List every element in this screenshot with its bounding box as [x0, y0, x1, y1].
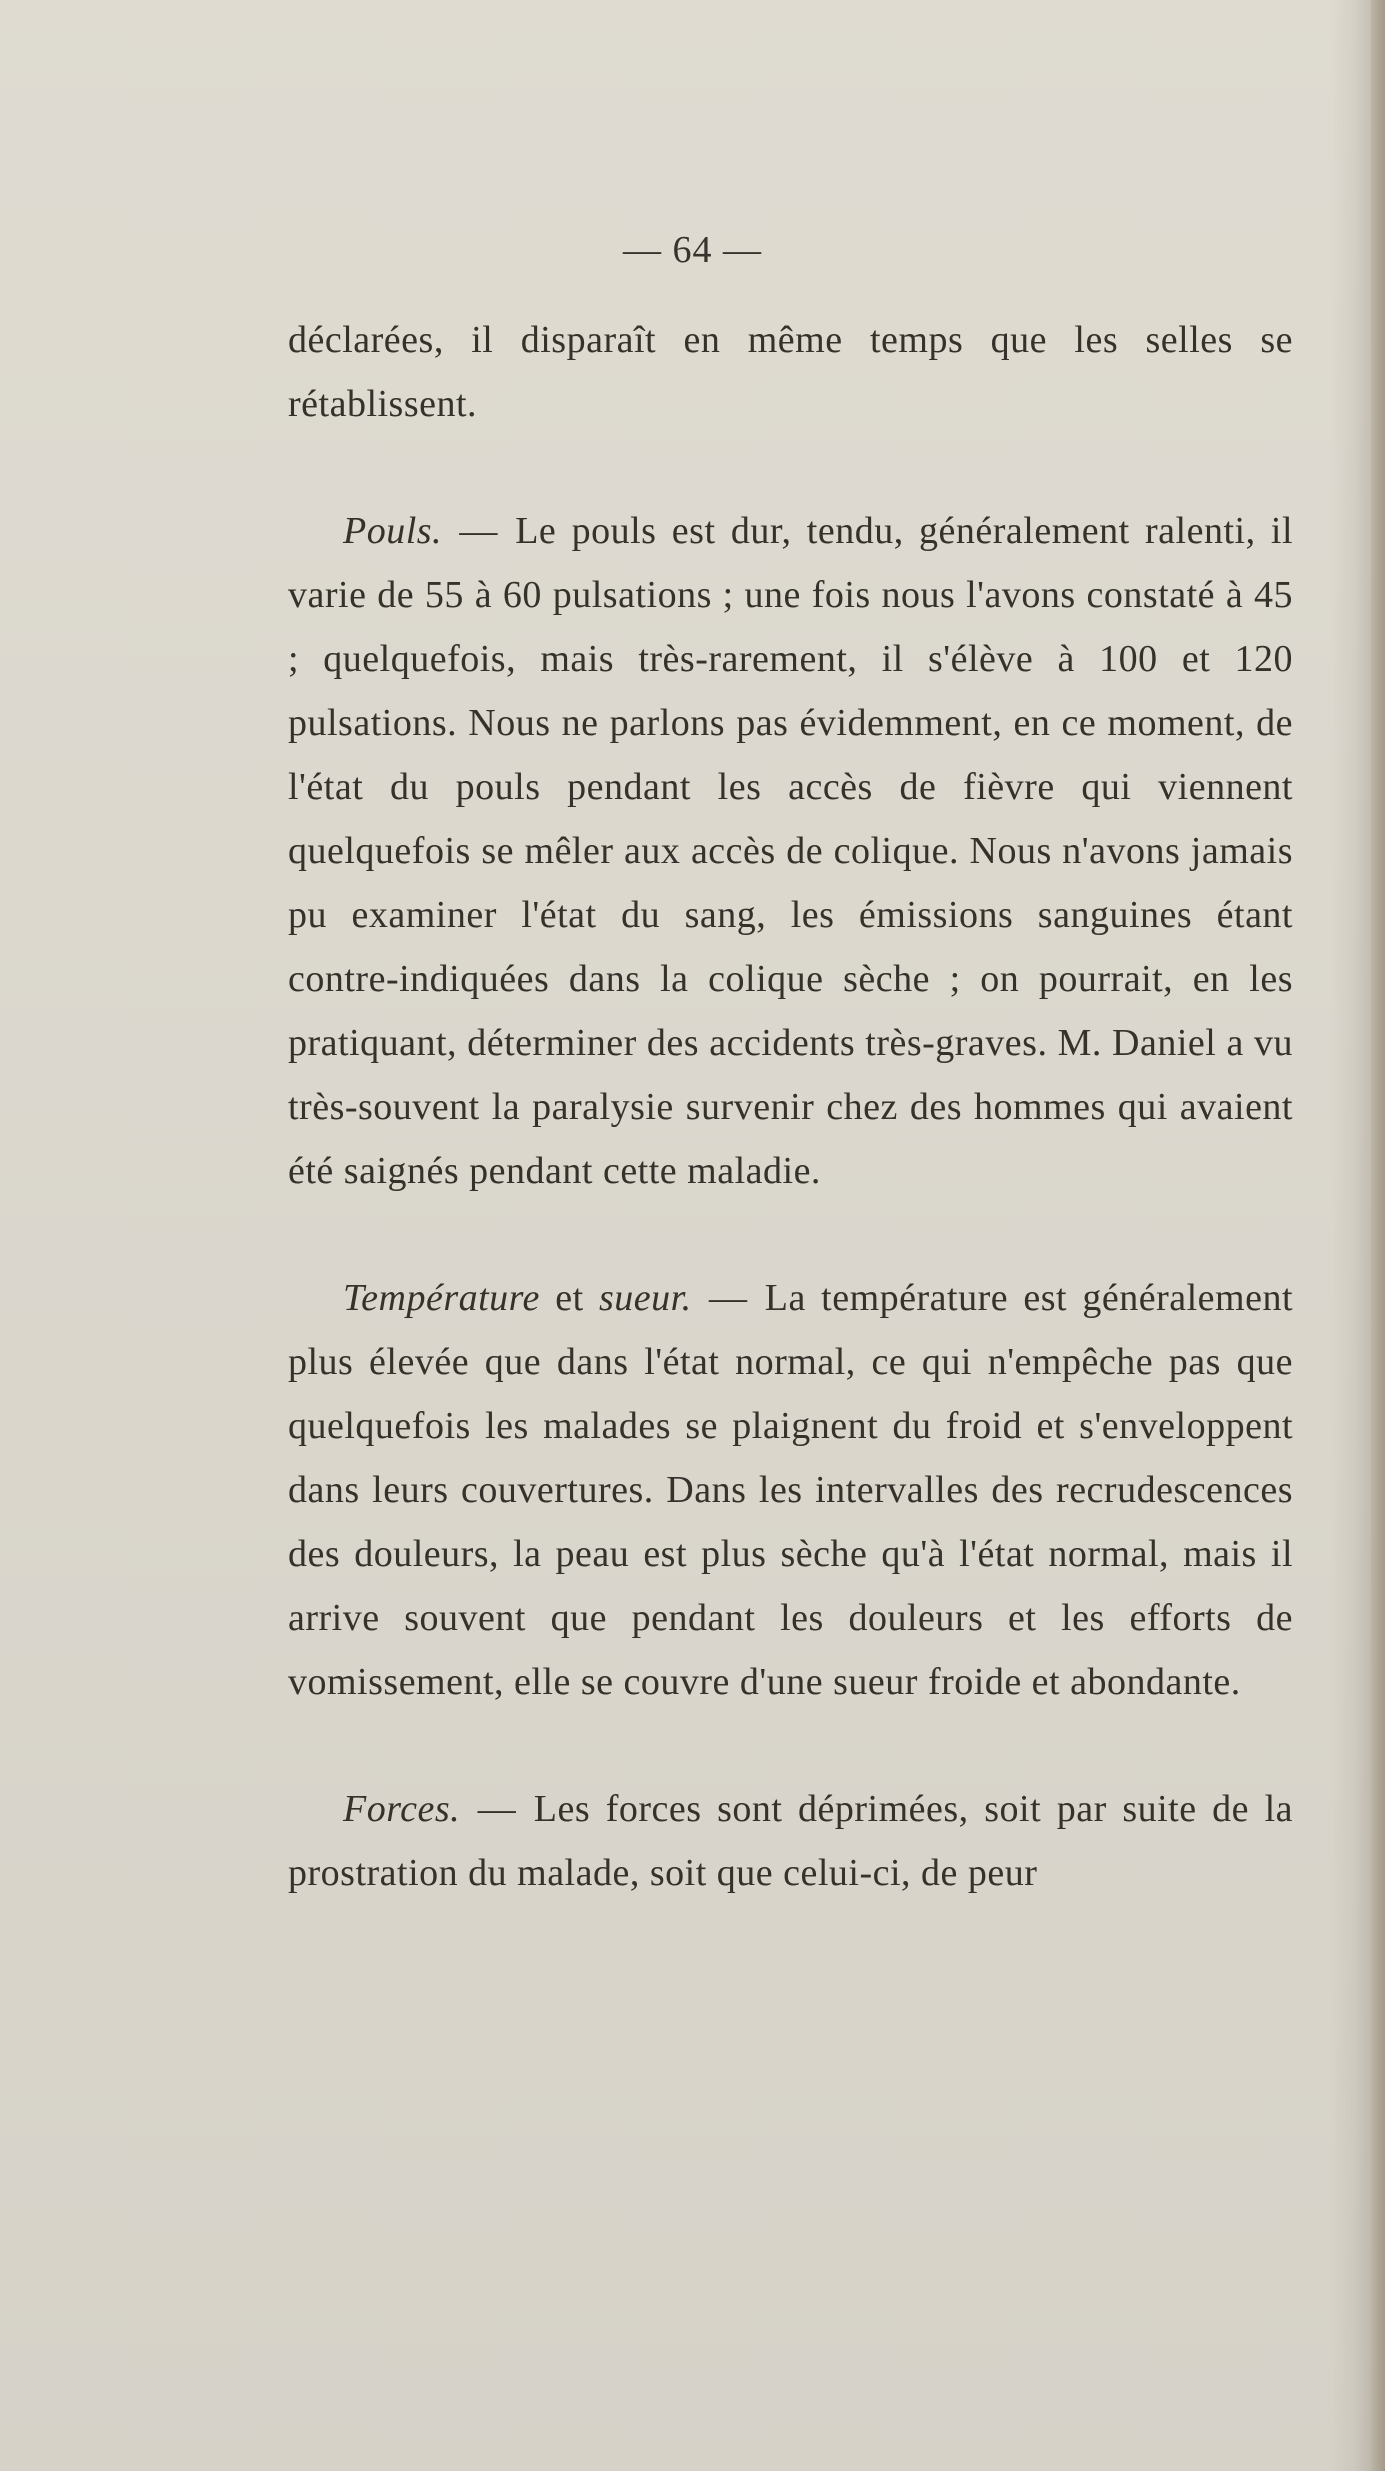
paragraph-forces: [288, 1777, 1293, 1905]
run-in-heading: Température: [343, 1277, 540, 1319]
paragraph-body: Le pouls est dur, tendu, généralement ralenti, il varie de 55 à 60 pulsations ; une fois nous l'avons constaté à 45 ; quelquefois, mais très-rarement, il s'élève à 100 et 120 pulsations. Nous ne parlons pas évidemment, en ce moment, de l'état du pouls pendant les accès de fièvre qui viennent quelquefois se mêler aux accès de colique. Nous n'avons jamais pu examiner l'état du sang, les émissions sanguines étant contre-indiquées dans la colique sèche ; on pourrait, en les pratiquant, déterminer des accidents très-graves. M. Daniel a vu très-souvent la paralysie survenir chez des hommes qui avaient été saignés pendant cette maladie.: [288, 510, 1294, 1192]
heading-separator: —: [477, 1788, 517, 1830]
heading-separator: —: [708, 1277, 748, 1319]
run-in-heading-second: sueur.: [598, 1277, 692, 1319]
heading-connector: et: [555, 1277, 584, 1319]
paragraph-body: déclarées, il disparaît en même temps que les selles se rétablissent.: [288, 319, 1293, 425]
page-edge-shadow: [1371, 0, 1385, 2471]
paragraph-continuation: [288, 308, 1293, 436]
text-block: [288, 308, 1293, 1905]
heading-separator: —: [459, 510, 498, 552]
run-in-heading: Pouls.: [343, 510, 443, 552]
paragraph-body: Les forces sont déprimées, soit par suite de la prostration du malade, soit que celui-ci, de peur: [288, 1788, 1294, 1894]
paragraph-temperature: [288, 1266, 1293, 1714]
paragraph-pouls: [288, 499, 1293, 1203]
paragraph-body: La température est généralement plus élevée que dans l'état normal, ce qui n'empêche pas que quelquefois les malades se plaignent du froid et s'enveloppent dans leurs couvertures. Dans les intervalles des recrudescences des douleurs, la peau est plus sèche qu'à l'état normal, mais il arrive souvent que pendant les douleurs et les efforts de vomissement, elle se couvre d'une sueur froide et abondante.: [288, 1277, 1294, 1703]
run-in-heading: Forces.: [343, 1788, 461, 1830]
page-number: — 64 —: [623, 229, 762, 271]
